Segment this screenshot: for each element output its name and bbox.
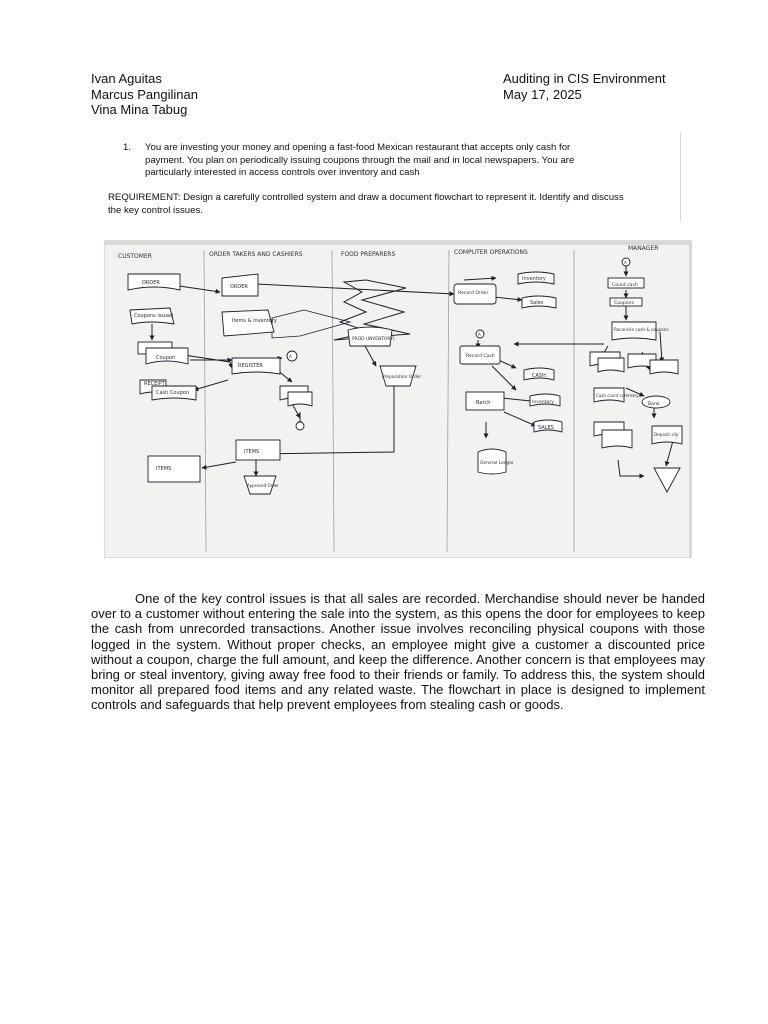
- question-number: 1.: [123, 142, 132, 153]
- flow-label: Inventory: [522, 276, 546, 282]
- flow-label: ORDER: [230, 284, 248, 290]
- column-header: COMPUTER OPERATIONS: [454, 249, 528, 256]
- author-block: [91, 71, 198, 118]
- column-header: CUSTOMER: [118, 253, 152, 260]
- flow-label: RECEIPT: [144, 381, 165, 387]
- flow-label: Sales: [530, 300, 544, 306]
- connector-label: A: [624, 260, 627, 265]
- document-date: May 17, 2025: [503, 86, 582, 102]
- flow-label: ITEMS: [244, 449, 260, 455]
- question-text: You are investing your money and opening a fast-food Mexican restaurant that accepts only cash for payment. You plan on periodically issuing coupons through the mail and in local newspapers. You are particularly interested in access controls over inventory and cash: [145, 142, 575, 178]
- discussion-paragraph: One of the key control issues is that all sales are recorded. Merchandise should never be handed over to a customer without entering the sale into the system, as this opens the door for employees to keep the cash from unrecorded transactions. Another issue involves reconciling physical coupons with those logged in the system. Without proper checks, an employee might give a customer a discounted price without a coupon, charge the full amount, and keep the difference. Another concern is that employees may bring or steal inventory, giving away free food to their friends or family. To address this, the system should monitor all prepared food items and any related waste. The flowchart in place is designed to implement controls and safeguards that help prevent employees from stealing cash or goods.: [91, 591, 705, 713]
- flow-label: Bank: [648, 402, 660, 407]
- flowchart-svg: [104, 240, 692, 558]
- column-header: MANAGER: [628, 245, 659, 252]
- author-name: Vina Mina Tabug: [91, 102, 188, 117]
- connector-label: A: [478, 332, 481, 337]
- flow-label: General Ledger: [480, 461, 514, 466]
- question-box: [98, 133, 681, 221]
- flow-label: REGISTER: [238, 363, 263, 369]
- flow-label: Reconcile cash & coupons: [614, 327, 669, 332]
- flow-label: Coupons: [614, 301, 634, 306]
- flow-label: Cash count summary: [596, 393, 639, 398]
- author-name: Ivan Aguitas: [91, 71, 162, 86]
- flow-label: Count cash: [612, 283, 638, 288]
- flow-label: Record Order: [458, 291, 489, 296]
- author-name: Marcus Pangilinan: [91, 86, 198, 102]
- flow-label: Batch: [476, 400, 491, 406]
- course-block: [503, 71, 666, 102]
- flow-label: Record Cash: [466, 354, 495, 359]
- flow-label: Cash Coupon: [156, 390, 190, 396]
- flowchart-photo: [104, 240, 692, 558]
- flow-label: ITEMS: [156, 466, 172, 472]
- flow-label: SALES: [538, 425, 554, 431]
- flow-label: Inventory: [532, 400, 554, 405]
- flow-label: ORDER: [142, 280, 160, 286]
- flow-label: Approved Order: [247, 483, 279, 488]
- flow-label: Coupon: [156, 355, 176, 361]
- flow-label: Coupons issued: [134, 313, 174, 319]
- flow-label: PROD (INVENTORY): [352, 337, 395, 342]
- connector-label: A: [289, 354, 292, 359]
- flow-label: CASH: [532, 373, 546, 379]
- column-header: FOOD PREPARERS: [341, 251, 396, 258]
- course-title: Auditing in CIS Environment: [503, 71, 666, 86]
- flow-label: Preparation Order: [382, 375, 422, 380]
- column-header: ORDER TAKERS AND CASHIERS: [209, 251, 303, 258]
- question-item: [123, 142, 606, 180]
- flow-label: Deposit slip: [654, 432, 679, 437]
- flow-label: Items & inventory: [232, 318, 277, 324]
- requirement-text: REQUIREMENT: Design a carefully controlled system and draw a document flowchart to represent it. Identify and discuss the key control issues.: [108, 192, 624, 216]
